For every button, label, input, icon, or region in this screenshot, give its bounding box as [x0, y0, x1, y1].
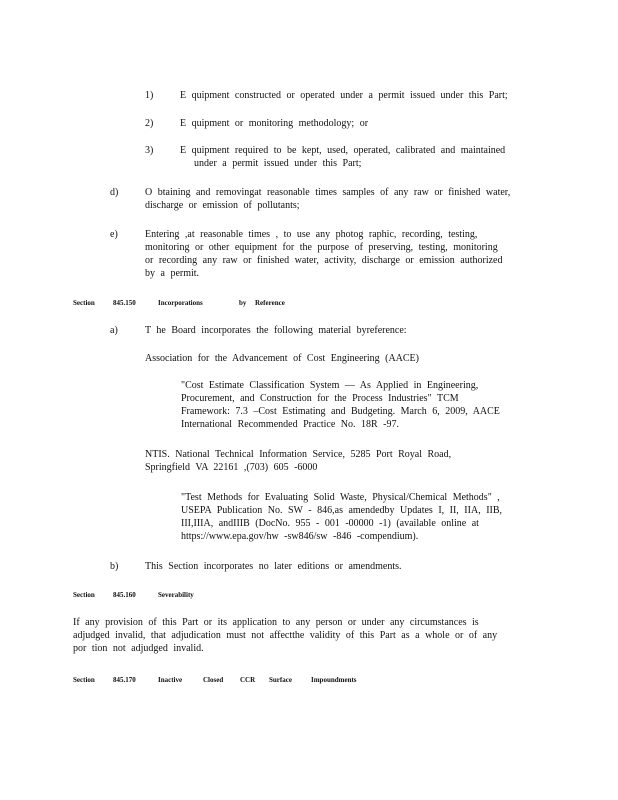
text-line: Entering ,at reasonable times , to use any photog raphic, recording, testing, — [145, 229, 478, 240]
text-line: If any provision of this Part or its application to any person or under any circumstances is — [73, 617, 479, 628]
item-b-text: This Section incorporates no later editions or amendments. — [145, 561, 402, 572]
section-number: 845.150 — [113, 299, 136, 307]
list-item-2-text: E quipment or monitoring methodology; or — [180, 118, 369, 129]
list-item-e-text — [145, 228, 545, 280]
section-label: Section — [73, 676, 95, 684]
section-title-word: CCR — [240, 676, 256, 684]
text-line: por tion not adjudged invalid. — [73, 643, 204, 654]
list-letter-a: a) — [110, 325, 118, 336]
section-number: 845.160 — [113, 591, 136, 599]
section-heading-845-160 — [0, 589, 618, 601]
section-title-word: by — [239, 299, 247, 307]
text-line: "Test Methods for Evaluating Solid Waste, Physical/Chemical Methods" , — [181, 492, 500, 503]
text-line: Springfield VA 22161 ,(703) 605 -6000 — [145, 462, 318, 473]
text-line: by a permit. — [145, 268, 200, 279]
ntis-address — [145, 448, 545, 474]
section-title-word: Reference — [255, 299, 285, 307]
severability-paragraph — [73, 616, 533, 655]
list-item-3-text — [180, 144, 540, 170]
text-line: USEPA Publication No. SW - 846,as amendedby Updates I, II, IIA, IIB, — [181, 505, 503, 516]
list-number-3: 3) — [145, 145, 154, 156]
list-number-1: 1) — [145, 90, 154, 101]
section-label: Section — [73, 591, 95, 599]
text-line: O btaining and removingat reasonable times samples of any raw or finished water, — [145, 187, 511, 198]
text-line: Procurement, and Construction for the Process Industries" TCM — [181, 393, 459, 404]
list-number-2: 2) — [145, 118, 154, 129]
section-heading-845-150 — [0, 297, 618, 309]
list-letter-e: e) — [110, 229, 118, 240]
text-line: Framework: 7.3 –Cost Estimating and Budgeting. March 6, 2009, AACE — [181, 406, 500, 417]
text-line: or recording any raw or finished water, activity, discharge or emission authorized — [145, 255, 503, 266]
section-title-word: Impoundments — [311, 676, 357, 684]
text-line: discharge or emission of pollutants; — [145, 200, 300, 211]
section-title-word: Closed — [203, 676, 224, 684]
list-item-d-text — [145, 186, 545, 212]
section-heading-845-170 — [0, 674, 618, 686]
aace-citation — [181, 379, 541, 431]
section-number: 845.170 — [113, 676, 136, 684]
text-line: https://www.epa.gov/hw -sw846/sw -846 -compendium). — [181, 531, 419, 542]
section-label: Section — [73, 299, 95, 307]
text-line: International Recommended Practice No. 18R -97. — [181, 419, 399, 430]
list-letter-d: d) — [110, 187, 119, 198]
text-line: adjudged invalid, that adjudication must not affectthe validity of this Part as a whole or of any — [73, 630, 498, 641]
aace-organization: Association for the Advancement of Cost Engineering (AACE) — [145, 353, 419, 364]
section-title-word: Surface — [269, 676, 292, 684]
section-title-word: Incorporations — [158, 299, 203, 307]
section-title-word: Inactive — [158, 676, 183, 684]
list-item-1-text: E quipment constructed or operated under a permit issued under this Part; — [180, 90, 508, 101]
text-line: III,IIIA, andIIIB (DocNo. 955 - 001 -00000 -1) (available online at — [181, 518, 479, 529]
text-line: NTIS. National Technical Information Service, 5285 Port Royal Road, — [145, 449, 452, 460]
text-line: "Cost Estimate Classification System — As Applied in Engineering, — [181, 380, 479, 391]
text-line: under a permit issued under this Part; — [194, 158, 362, 169]
section-title-word: Severability — [158, 591, 194, 599]
text-line: monitoring or other equipment for the purpose of preserving, testing, monitoring — [145, 242, 498, 253]
text-line: E quipment required to be kept, used, operated, calibrated and maintained — [180, 145, 506, 156]
list-letter-b: b) — [110, 561, 119, 572]
usepa-citation — [181, 491, 551, 543]
item-a-text: T he Board incorporates the following material byreference: — [145, 325, 407, 336]
